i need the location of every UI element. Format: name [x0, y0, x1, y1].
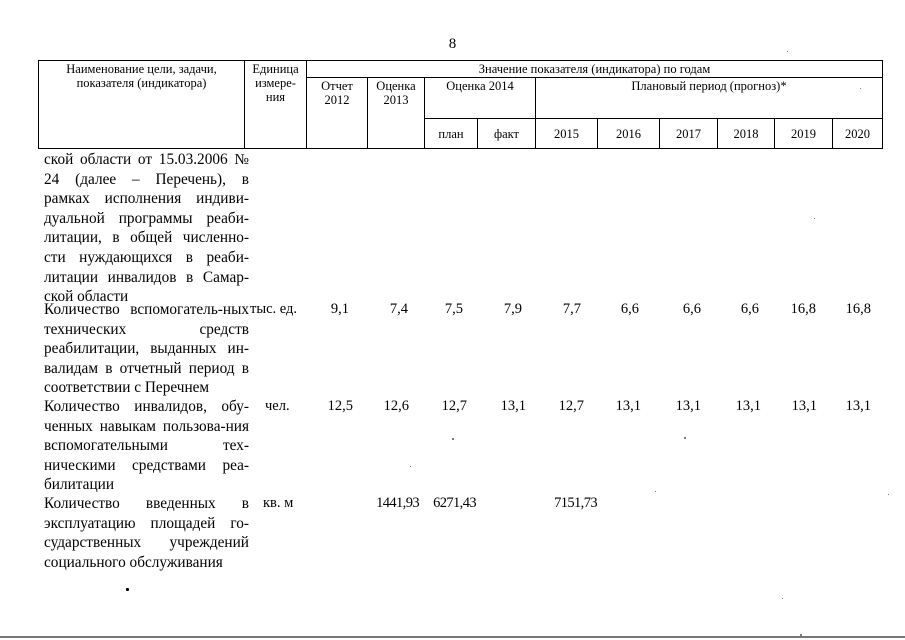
value-cell: 9,1	[330, 301, 349, 317]
value-cell: 6271,43	[433, 495, 476, 511]
scan-speck	[888, 494, 889, 495]
header-planned-period: Плановый период (прогноз)*	[536, 78, 883, 119]
header-plan: план	[425, 119, 478, 149]
header-unit-cell: Единица измере-ния	[245, 61, 307, 149]
value-cell: 7,4	[389, 301, 408, 317]
row-unit-trained-disabled: чел.	[265, 398, 290, 414]
value-cell: 13,1	[675, 398, 701, 414]
value-cell: 16,8	[845, 301, 871, 317]
header-fact: факт	[478, 119, 536, 149]
value-cell: 7,9	[503, 301, 522, 317]
value-cell: 7,5	[444, 301, 463, 317]
scan-speck	[787, 51, 788, 52]
scan-speck	[684, 437, 686, 439]
row-name-aids-issued: Количество вспомогатель-ных технических средств реабилитации, выданных ин-валидам в отчетный период в соответствии с Перечнем	[44, 301, 249, 397]
row-name-continuation: ской области от 15.03.2006 № 24 (далее – Перечень), в рамках исполнения индиви-дуальной программы реаби-литации, в общей численно-сти нуждающихся в реаби-литации инвалидов в Самар-ской области	[44, 151, 249, 306]
row-name-trained-disabled: Количество инвалидов, обу-ченных навыкам пользова-ния вспомогательными тех-ническими средствами реа-билитации	[44, 398, 249, 494]
value-cell: 12,5	[327, 398, 353, 414]
scan-speck	[126, 588, 129, 591]
value-cell: 12,6	[383, 398, 409, 414]
row-unit-aids-issued: тыс. ед.	[250, 301, 298, 317]
scan-speck	[410, 466, 411, 467]
header-year-2018: 2018	[718, 119, 775, 149]
value-cell: 13,1	[845, 398, 871, 414]
value-cell: 13,1	[735, 398, 761, 414]
header-year-2015: 2015	[536, 119, 598, 149]
value-cell: 13,1	[615, 398, 641, 414]
header-estimate-2014: Оценка 2014	[425, 78, 536, 119]
value-cell: 6,6	[620, 301, 639, 317]
value-cell: 12,7	[558, 398, 584, 414]
header-values-title: Значение показателя (индикатора) по годам	[307, 61, 883, 78]
value-cell: 6,6	[682, 301, 701, 317]
row-unit-commissioned-areas: кв. м	[263, 495, 294, 511]
scan-speck	[655, 491, 656, 492]
header-report-2012: Отчет 2012	[307, 78, 368, 149]
value-cell: 16,8	[790, 301, 816, 317]
header-name-cell: Наименование цели, задачи, показателя (индикатора)	[39, 61, 245, 149]
value-cell: 1441,93	[376, 495, 419, 511]
value-cell: 7151,73	[554, 495, 597, 511]
scan-speck	[782, 598, 783, 599]
row-name-commissioned-areas: Количество введенных в эксплуатацию площадей го-сударственных учреждений социального обслуживания	[44, 495, 249, 571]
value-cell: 13,1	[791, 398, 817, 414]
page-number: 8	[448, 36, 457, 52]
scan-speck	[814, 218, 815, 219]
header-year-2019: 2019	[775, 119, 833, 149]
value-cell: 13,1	[500, 398, 526, 414]
header-estimate-2013: Оценка 2013	[368, 78, 425, 149]
scan-speck	[860, 88, 861, 89]
header-year-2020: 2020	[833, 119, 883, 149]
scan-speck	[452, 438, 454, 440]
header-year-2016: 2016	[598, 119, 660, 149]
value-cell: 12,7	[441, 398, 467, 414]
header-year-2017: 2017	[660, 119, 718, 149]
scan-edge-line	[0, 636, 905, 638]
value-cell: 6,6	[740, 301, 759, 317]
indicator-table-header	[38, 60, 883, 149]
value-cell: 7,7	[562, 301, 581, 317]
